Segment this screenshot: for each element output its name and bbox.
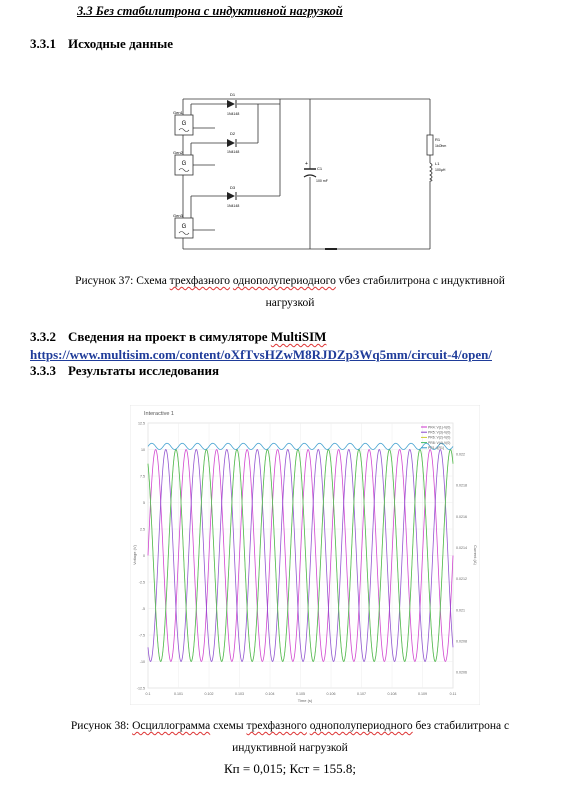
svg-text:100 mF: 100 mF	[316, 179, 328, 183]
legend-entry: PR1: I(R1)	[428, 446, 445, 451]
diode-d2	[227, 131, 239, 154]
svg-text:Gen3: Gen3	[173, 213, 183, 218]
diode-d3	[227, 185, 239, 208]
circuit-diagram	[155, 85, 455, 260]
svg-text:R1: R1	[435, 137, 441, 142]
y-tick-label: 5	[143, 500, 145, 505]
x-tick-label: 0.104	[265, 692, 275, 696]
chart-title: Interactive 1	[144, 411, 174, 417]
legend-entry: PR6: V(2)-V(0)	[428, 435, 451, 440]
y2-tick-label: 0.022	[456, 452, 465, 457]
project-link-row	[30, 346, 492, 364]
legend-entry: PR8: V(4)-V(0)	[428, 440, 451, 445]
x-tick-label: 0.103	[235, 692, 244, 696]
svg-text:D3: D3	[230, 185, 236, 190]
y-tick-label: -12.5	[136, 686, 145, 691]
y2-tick-label: 0.0206	[456, 670, 467, 675]
y-tick-label: 2.5	[140, 527, 145, 532]
svg-text:D1: D1	[230, 92, 236, 97]
svg-text:1kOhm: 1kOhm	[435, 144, 447, 148]
y2-tick-label: 0.0216	[456, 514, 467, 519]
x-tick-label: 0.102	[204, 692, 214, 696]
svg-text:1N4148: 1N4148	[227, 150, 240, 154]
svg-text:G: G	[181, 161, 187, 167]
x-tick-label: 0.108	[387, 692, 397, 696]
figure-38-caption: Рисунок 38: Осциллограмма схемы трехфазного однополупериодного без стабилитрона с индуктивной нагрузкой	[70, 720, 510, 754]
x-tick-label: 0.105	[296, 692, 305, 696]
legend-entry: PR4: V(1)-V(0)	[428, 425, 451, 430]
svg-text:G: G	[181, 121, 187, 127]
y2-tick-label: 0.021	[456, 608, 465, 613]
y2-tick-label: 0.0214	[456, 546, 467, 551]
x-tick-label: 0.107	[357, 692, 366, 696]
y2-axis-label: Current (A)	[473, 545, 478, 565]
y-axis-label: Voltage (V)	[132, 545, 137, 565]
figure-37-caption: Рисунок 37: Схема трехфазного однополупериодного vбез стабилитрона с индуктивной нагрузкой	[75, 275, 505, 309]
heading-3-3-1	[30, 36, 173, 52]
svg-text:100µH: 100µH	[435, 168, 446, 172]
svg-text:1N4148: 1N4148	[227, 112, 240, 116]
heading-3-3-3	[30, 363, 219, 379]
x-tick-label: 0.109	[418, 692, 427, 696]
y-tick-label: -5	[141, 606, 145, 611]
inductor-l1	[430, 161, 446, 181]
heading-text: Результаты исследования	[68, 363, 220, 378]
svg-text:Gen1: Gen1	[173, 110, 183, 115]
heading-text: Исходные данные	[68, 36, 174, 51]
y-tick-label: 0	[143, 553, 145, 558]
y-tick-label: 7.5	[140, 474, 145, 479]
heading-number: 3.3.1	[30, 36, 56, 51]
y2-tick-label: 0.0218	[456, 483, 467, 488]
x-axis-label: Time (s)	[297, 698, 313, 703]
multisim-project-link[interactable]: https://www.multisim.com/content/oXfTvsHZwM8RJDZp3Wq5mm/circuit-4/open/	[30, 347, 492, 362]
svg-text:C1: C1	[317, 166, 323, 171]
x-tick-label: 0.106	[326, 692, 336, 696]
heading-number: 3.3.3	[30, 363, 56, 378]
y2-tick-label: 0.0208	[456, 639, 467, 644]
y-tick-label: -7.5	[138, 633, 145, 638]
y2-tick-label: 0.0212	[456, 577, 467, 582]
svg-text:+: +	[305, 161, 308, 167]
svg-text:D2: D2	[230, 131, 236, 136]
capacitor-c1	[304, 161, 328, 183]
oscillogram-chart	[130, 405, 480, 705]
svg-text:L1: L1	[435, 161, 440, 166]
y-tick-label: -2.5	[138, 580, 145, 585]
y-tick-label: -10	[139, 659, 145, 664]
coefficients-formula: Кп = 0,015; Кст = 155.8;	[223, 761, 357, 776]
y-tick-label: 12.5	[138, 421, 145, 426]
x-tick-label: 0.1	[145, 692, 151, 696]
legend-entry: PR5: V(3)-V(0)	[428, 430, 451, 435]
svg-text:Gen2: Gen2	[173, 150, 183, 155]
x-tick-label: 0.11	[449, 692, 457, 696]
svg-text:G: G	[181, 224, 187, 230]
svg-text:1N4148: 1N4148	[227, 204, 240, 208]
x-tick-label: 0.101	[174, 692, 183, 696]
y-tick-label: 10	[141, 447, 145, 452]
resistor-r1	[427, 135, 446, 155]
section-title: 3.3 Без стабилитрона с индуктивной нагрузкой	[77, 4, 343, 18]
heading-number: 3.3.2	[30, 329, 56, 344]
heading-3-3-2: 3.3.2 Сведения на проект в симуляторе MultiSIM	[30, 329, 327, 344]
